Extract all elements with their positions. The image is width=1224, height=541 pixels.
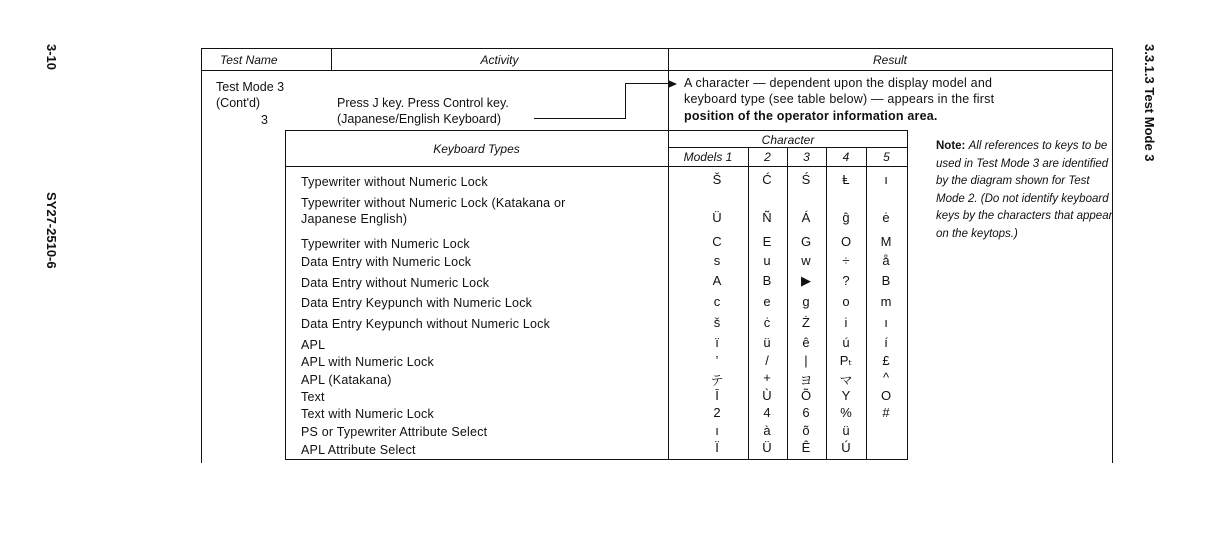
kb-row-apl-numlock: APL with Numeric Lock [301,355,434,369]
char-cell: à [763,423,771,438]
char-header-mid-rule [668,147,908,148]
table-top-rule [201,48,1113,49]
char-cell: £ [882,353,890,368]
char-cell: õ [802,423,810,438]
char-cell: ? [842,273,850,288]
kb-row-apl-katakana: APL (Katakana) [301,373,392,387]
model-header-1: Models 1 [683,150,733,164]
char-cell: Ü [762,440,772,455]
char-cell: Ñ [762,210,772,225]
kb-row-apl-attribute: APL Attribute Select [301,443,416,457]
char-cell: O [880,388,892,403]
char-cell: ヨ [799,373,813,388]
char-cell: テ [710,373,724,388]
char-cell: ċ [763,315,771,330]
char-cell: # [882,405,890,420]
char-table-left-rule [285,130,286,460]
header-test-name: Test Name [220,53,278,67]
header-activity: Activity [480,53,519,67]
kb-row-data-entry-numlock: Data Entry with Numeric Lock [301,255,472,269]
char-cell: | [804,353,808,368]
note [936,138,1116,244]
char-table-kb-divider [668,130,669,460]
table-header-rule [201,70,1113,71]
char-cell: ▶ [801,273,811,288]
connector-line-low [534,118,626,119]
char-cell: ÷ [842,253,850,268]
char-cell: e [763,294,771,309]
char-cell: g [802,294,810,309]
char-cell: ü [842,423,850,438]
char-cell: š [713,315,721,330]
char-cell: ï [715,335,719,350]
model-header-2: 2 [764,150,771,164]
kb-row-keypunch-numlock: Data Entry Keypunch with Numeric Lock [301,296,533,310]
kb-row-data-entry-no-numlock: Data Entry without Numeric Lock [301,276,490,290]
char-cell: G [800,234,812,249]
char-cell: B [762,273,772,288]
char-cell: ê [802,335,810,350]
kb-row-apl: APL [301,338,326,352]
char-cell: ė [882,210,890,225]
char-cell: ú [842,335,850,350]
char-cell: ^ [882,370,890,385]
result-line2: keyboard type (see table below) — appears in the first [684,92,995,106]
char-cell: Ê [801,440,811,455]
kb-row-katakana-line1: Typewriter without Numeric Lock (Katakana or [301,196,566,210]
char-cell: u [763,253,771,268]
test-name-line2: (Cont'd) [216,96,261,110]
char-cell: c [713,294,721,309]
char-table-bottom-rule [285,459,908,460]
arrow-head-icon [668,80,677,88]
note-lead: Note: [936,140,966,152]
char-cell: Y [841,388,851,403]
char-cell: Ï [715,440,719,455]
char-cell: Ć [762,172,772,187]
char-cell: Ī [715,388,719,403]
char-cell: O [840,234,852,249]
char-cell: Ś [801,172,811,187]
keyboard-types-header: Keyboard Types [433,142,520,156]
section-title: 3.3.1.3 Test Mode 3 [1142,44,1157,162]
char-cell: 2 [713,405,721,420]
char-cell: ı [884,315,888,330]
character-header: Character [761,133,815,147]
kb-row-keypunch-no-numlock: Data Entry Keypunch without Numeric Lock [301,317,551,331]
char-cell: / [765,353,769,368]
connector-line-vertical [625,83,626,119]
char-cell: m [880,294,892,309]
kb-row-katakana-line2: Japanese English) [301,212,408,226]
char-table-right-rule [907,130,908,460]
note-text: All references to keys to be used in Test Mode 3 are identified by the diagram shown for Test Mode 2. (Do not identify keyboard keys by the characters that appear on the keytops.) [936,140,1113,240]
char-cell: Á [801,210,811,225]
model-header-5: 5 [883,150,890,164]
kb-row-typewriter-no-numlock: Typewriter without Numeric Lock [301,175,488,189]
char-cell: 6 [802,405,810,420]
result-line3: position of the operator information area. [684,109,938,123]
char-cell: ’ [715,353,719,368]
char-cell: B [881,273,891,288]
char-table-top-rule [285,130,908,131]
table-left-rule [201,48,202,463]
char-cell: Pₜ [839,353,853,368]
kb-row-text-numlock: Text with Numeric Lock [301,407,434,421]
activity-line2: (Japanese/English Keyboard) [337,112,501,126]
char-cell: Š [712,172,722,187]
char-header-bottom-rule [285,166,908,167]
kb-row-ps-attribute: PS or Typewriter Attribute Select [301,425,488,439]
kb-row-typewriter-numlock: Typewriter with Numeric Lock [301,237,470,251]
char-cell: ı [884,172,888,187]
kb-row-text: Text [301,390,325,404]
char-cell: w [801,253,811,268]
result-line1: A character — dependent upon the display model and [684,76,993,90]
char-cell: å [882,253,890,268]
char-cell: Ⱡ [842,172,850,187]
char-cell: M [880,234,892,249]
char-cell: i [844,315,848,330]
char-cell: C [712,234,722,249]
char-cell: マ [839,373,853,388]
char-cell: Ü [712,210,722,225]
char-cell: Ż [802,315,810,330]
model-header-4: 4 [842,150,850,164]
char-cell: % [840,405,852,420]
step-number: 3 [261,113,268,127]
activity-line1: Press J key. Press Control key. [337,96,509,110]
char-cell: ı [715,423,719,438]
char-cell: + [763,370,771,385]
char-cell: ĝ [842,210,850,225]
document-id: SY27-2510-6 [44,192,59,269]
connector-line-high [625,83,669,84]
header-result: Result [872,53,907,67]
table-right-rule [1112,48,1113,463]
test-name-line1: Test Mode 3 [216,80,285,94]
char-cell: Ù [762,388,772,403]
model-header-3: 3 [803,150,810,164]
char-cell: ü [763,335,771,350]
char-cell: 4 [763,405,771,420]
char-cell: Ú [841,440,851,455]
char-cell: E [762,234,772,249]
char-cell: s [713,253,721,268]
page-number: 3-10 [44,44,59,71]
char-cell: o [842,294,850,309]
char-cell: A [712,273,722,288]
char-cell: Õ [800,388,812,403]
char-cell: í [884,335,888,350]
